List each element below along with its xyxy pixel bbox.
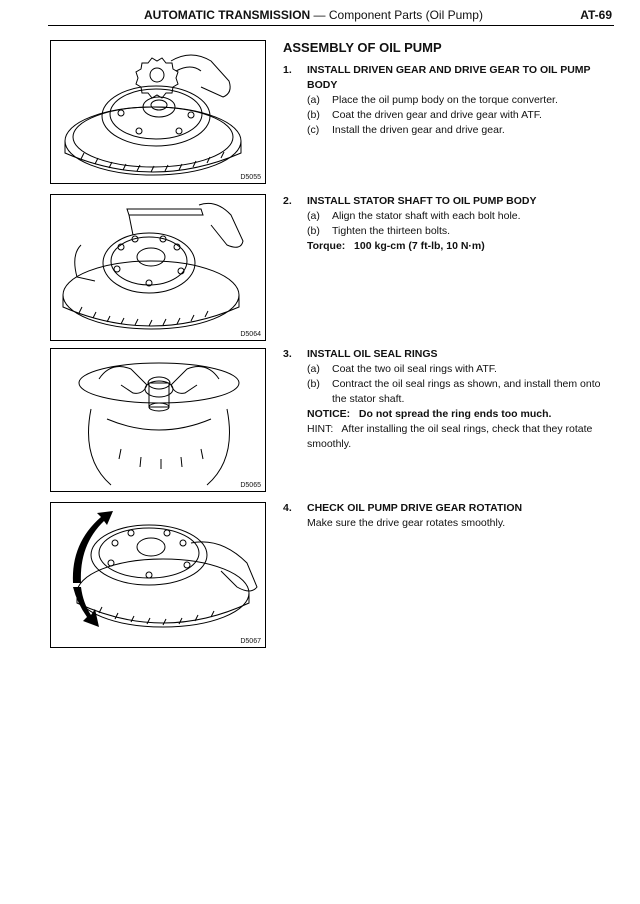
substep-letter: (a) [307, 363, 320, 375]
figure-oil-seal-rings [50, 348, 266, 492]
section-title: ASSEMBLY OF OIL PUMP [283, 40, 442, 55]
step-heading-text: INSTALL STATOR SHAFT TO OIL PUMP BODY [307, 195, 537, 207]
header-section: AUTOMATIC TRANSMISSION [144, 8, 311, 22]
header-rule [48, 25, 614, 26]
figure-code: D5064 [240, 331, 261, 338]
header-subtitle: Component Parts (Oil Pump) [328, 8, 483, 22]
substep [307, 123, 613, 138]
rotation-check-illustration [51, 503, 265, 647]
substep [307, 209, 613, 224]
substep [307, 224, 613, 239]
notice: NOTICE: Do not spread the ring ends too much. [307, 408, 552, 420]
substep [307, 93, 613, 108]
figure-code: D5067 [240, 638, 261, 645]
substep-text: Coat the driven gear and drive gear with ATF. [332, 109, 542, 121]
step-number: 4. [283, 502, 292, 514]
header-separator: — [310, 8, 329, 22]
step-1 [283, 63, 613, 138]
step-number: 1. [283, 64, 292, 76]
gear-install-illustration [51, 41, 265, 183]
substep-letter: (a) [307, 94, 320, 106]
step-body: Make sure the drive gear rotates smoothly. [307, 517, 506, 529]
substep-letter: (b) [307, 225, 320, 237]
substep-text: Align the stator shaft with each bolt hole. [332, 210, 521, 222]
step-heading [283, 347, 613, 362]
step-3 [283, 347, 613, 452]
torque-spec: Torque: 100 kg-cm (7 ft-lb, 10 N·m) [307, 240, 485, 252]
step-4 [283, 501, 613, 531]
substep-text: Install the driven gear and drive gear. [332, 124, 505, 136]
header-title [144, 8, 483, 22]
page-header [48, 6, 614, 26]
step-heading [283, 63, 613, 93]
substep-letter: (b) [307, 109, 320, 121]
substep [307, 377, 613, 407]
oil-seal-rings-illustration [51, 349, 265, 491]
page-number: AT-69 [580, 8, 612, 22]
substep-letter: (b) [307, 378, 320, 390]
substep-text: Contract the oil seal rings as shown, and install them onto the stator shaft. [332, 378, 601, 405]
step-heading [283, 194, 613, 209]
step-heading [283, 501, 613, 516]
stator-shaft-illustration [51, 195, 265, 340]
substep-text: Tighten the thirteen bolts. [332, 225, 451, 237]
figure-check-rotation [50, 502, 266, 648]
figure-install-gears [50, 40, 266, 184]
substep-text: Coat the two oil seal rings with ATF. [332, 363, 497, 375]
figure-code: D5065 [240, 482, 261, 489]
substep-text: Place the oil pump body on the torque converter. [332, 94, 558, 106]
substep-letter: (a) [307, 210, 320, 222]
substep-letter: (c) [307, 124, 320, 136]
step-number: 3. [283, 348, 292, 360]
step-2 [283, 194, 613, 254]
step-heading-text: INSTALL OIL SEAL RINGS [307, 348, 438, 360]
hint: HINT: After installing the oil seal rings, check that they rotate smoothly. [307, 423, 596, 450]
step-number: 2. [283, 195, 292, 207]
step-heading-text: INSTALL DRIVEN GEAR AND DRIVE GEAR TO OIL PUMP BODY [307, 64, 591, 91]
step-heading-text: CHECK OIL PUMP DRIVE GEAR ROTATION [307, 502, 523, 514]
substep [307, 108, 613, 123]
figure-code: D5055 [240, 174, 261, 181]
substep [307, 362, 613, 377]
figure-install-stator-shaft [50, 194, 266, 341]
